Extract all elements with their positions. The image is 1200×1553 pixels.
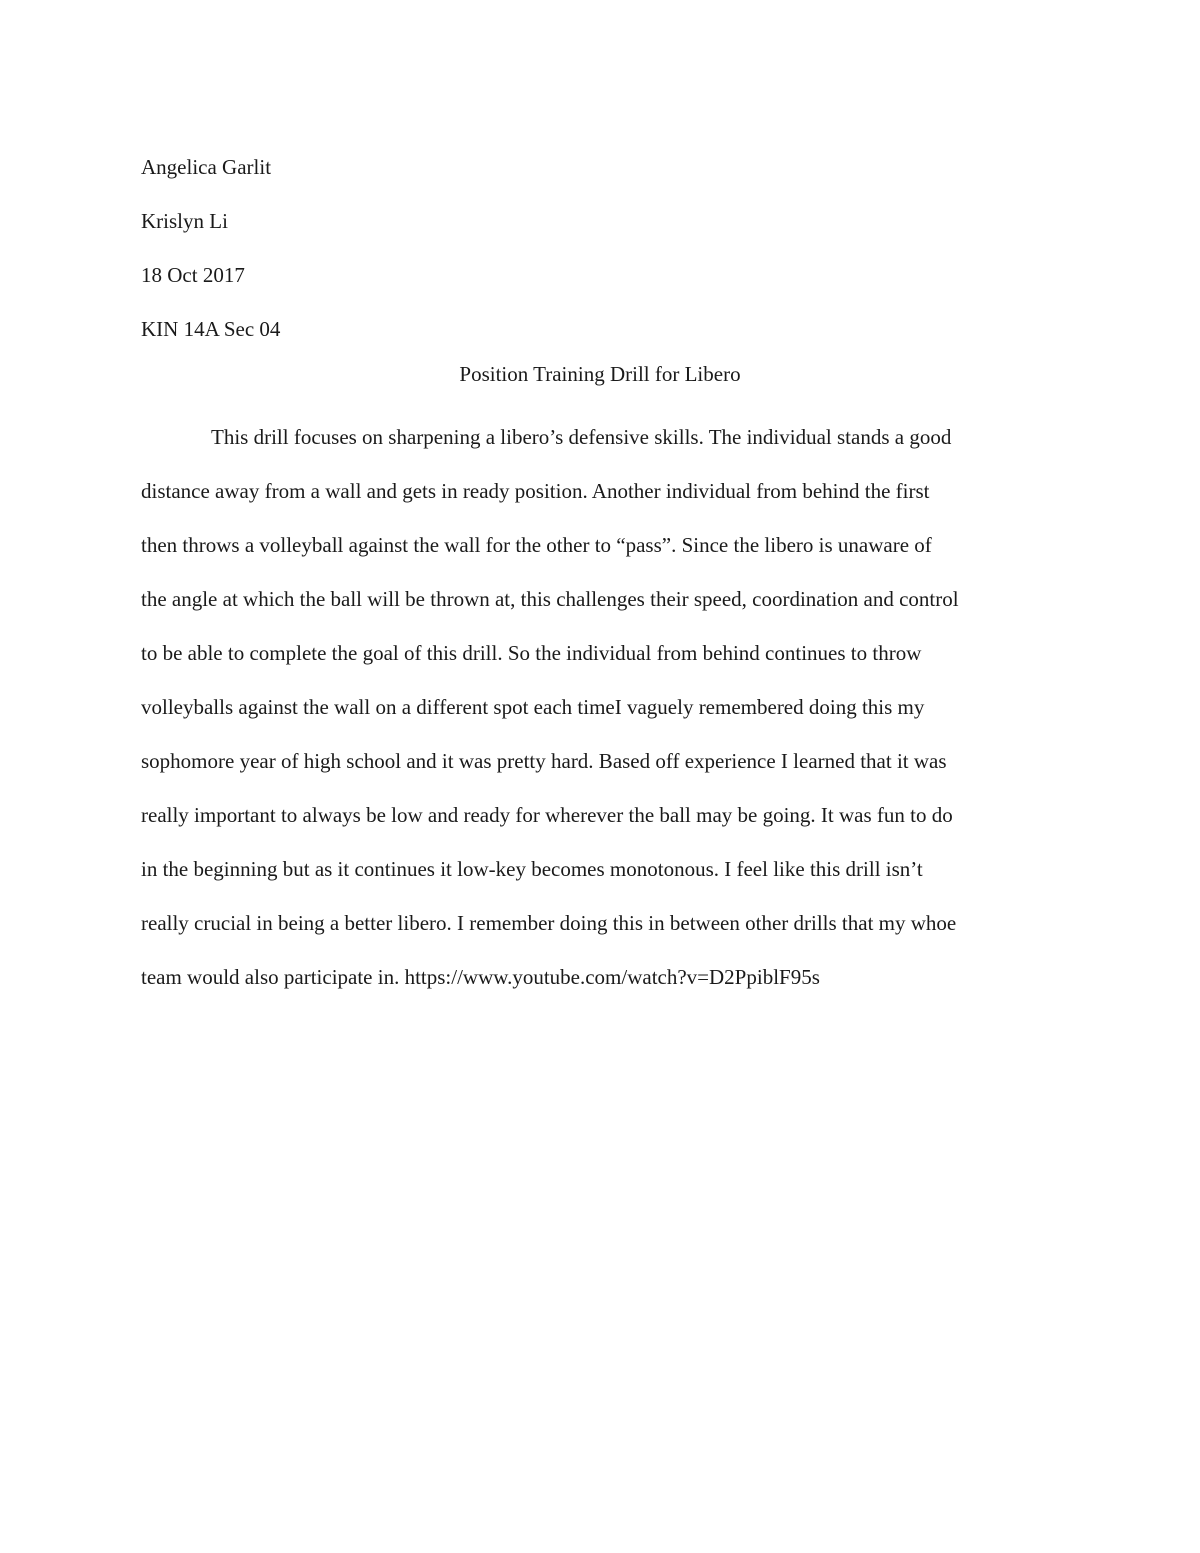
body-paragraph (141, 410, 1071, 1004)
course-line: KIN 14A Sec 04 (141, 317, 281, 341)
body-line-with-link: team would also participate in. https://www.youtube.com/watch?v=D2PpiblF95s (141, 965, 820, 989)
document-title: Position Training Drill for Libero (459, 362, 741, 386)
heading-block (141, 140, 1061, 356)
author-name: Angelica Garlit (141, 155, 272, 179)
instructor-name: Krislyn Li (141, 209, 228, 233)
body-line: distance away from a wall and gets in ready position. Another individual from behind the first (141, 479, 930, 503)
body-line: really crucial in being a better libero. I remember doing this in between other drills that my whoe (141, 911, 957, 935)
date-line: 18 Oct 2017 (141, 263, 245, 287)
body-line: really important to always be low and ready for wherever the ball may be going. It was fun to do (141, 803, 953, 827)
body-line: the angle at which the ball will be thrown at, this challenges their speed, coordination and control (141, 587, 959, 611)
body-line: then throws a volleyball against the wall for the other to “pass”. Since the libero is unaware of (141, 533, 932, 557)
body-line: in the beginning but as it continues it low-key becomes monotonous. I feel like this drill isn’t (141, 857, 923, 881)
body-line: This drill focuses on sharpening a libero’s defensive skills. The individual stands a good (211, 425, 952, 449)
body-line: sophomore year of high school and it was pretty hard. Based off experience I learned that it was (141, 749, 947, 773)
body-line: volleyballs against the wall on a different spot each timeI vaguely remembered doing this my (141, 695, 925, 719)
body-line: to be able to complete the goal of this drill. So the individual from behind continues to throw (141, 641, 922, 665)
